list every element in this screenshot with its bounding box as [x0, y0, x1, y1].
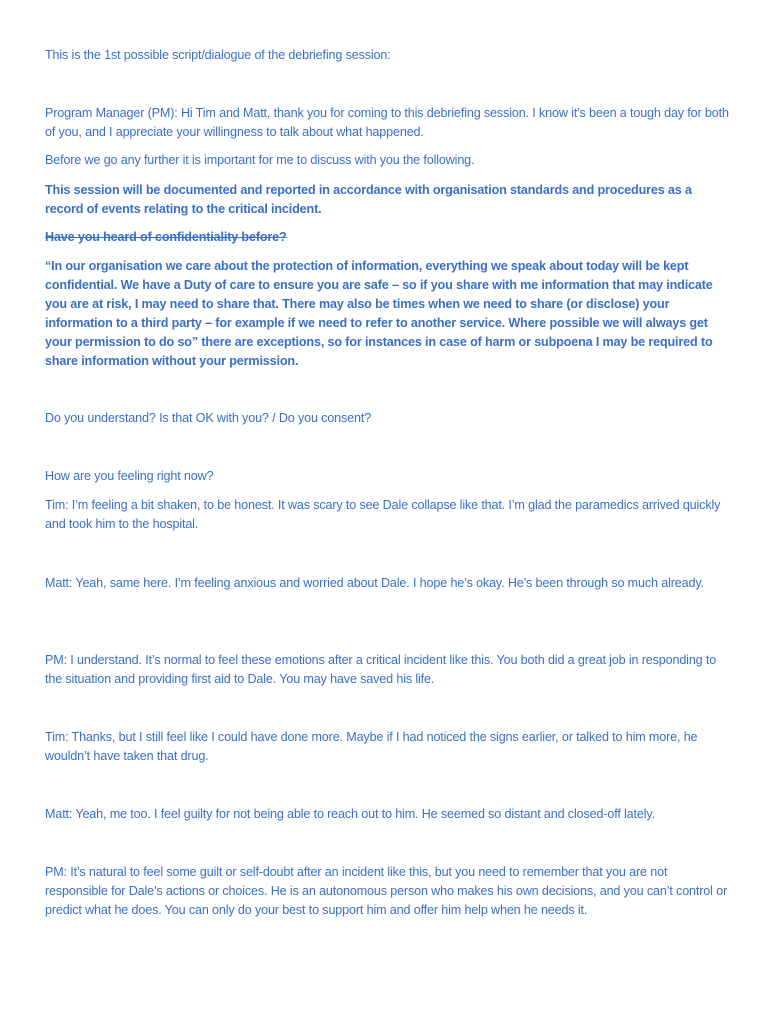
before-further-line: Before we go any further it is important for me to discuss with you the following. — [45, 153, 475, 167]
documented-notice: This session will be documented and reported in accordance with organisation standards and procedures as a record of events relating to the critical incident. — [45, 183, 692, 216]
pm-response-1: PM: I understand. It’s normal to feel these emotions after a critical incident like this. You both did a great job in responding to the situation and providing first aid to Dale. You may have saved his life. — [45, 653, 717, 686]
confidentiality-statement: “In our organisation we care about the protection of information, everything we speak about today will be kept confidential. We have a Duty of care to ensure you are safe – so if you share with me information that may indicate you are at risk, I may need to share that. There may also be times when we need to share (or disclose) your information to a third party – for example if we need to refer to another service. Where possible we will always get your permission to do so” there are exceptions, so for instances in case of harm or subpoena I may be required to share information without your permission. — [45, 259, 713, 368]
tim-response-2: Tim: Thanks, but I still feel like I could have done more. Maybe if I had noticed the signs earlier, or talked to him more, he wouldn’t have taken that drug. — [45, 730, 698, 763]
consent-question: Do you understand? Is that OK with you? / Do you consent? — [45, 411, 372, 425]
pm-response-2: PM: It’s natural to feel some guilt or self-doubt after an incident like this, but you need to remember that you are not responsible for Dale’s actions or choices. He is an autonomous person who makes his own decisions, and you can’t control or predict what he does. You can only do your best to support him and offer him help when he needs it. — [45, 865, 728, 917]
confidentiality-question: Have you heard of confidentiality before? — [45, 230, 287, 244]
feeling-question: How are you feeling right now? — [45, 469, 214, 483]
matt-response-1: Matt: Yeah, same here. I’m feeling anxious and worried about Dale. I hope he’s okay. He’s been through so much already. — [45, 576, 704, 590]
intro-line: This is the 1st possible script/dialogue of the debriefing session: — [45, 48, 391, 62]
tim-response-1: Tim: I’m feeling a bit shaken, to be honest. It was scary to see Dale collapse like that. I’m glad the paramedics arrived quickly and took him to the hospital. — [45, 498, 721, 531]
matt-response-2: Matt: Yeah, me too. I feel guilty for not being able to reach out to him. He seemed so distant and closed-off lately. — [45, 807, 655, 821]
pm-greeting: Program Manager (PM): Hi Tim and Matt, thank you for coming to this debriefing session. I know it’s been a tough day for both of you, and I appreciate your willingness to talk about what happened. — [45, 106, 729, 139]
